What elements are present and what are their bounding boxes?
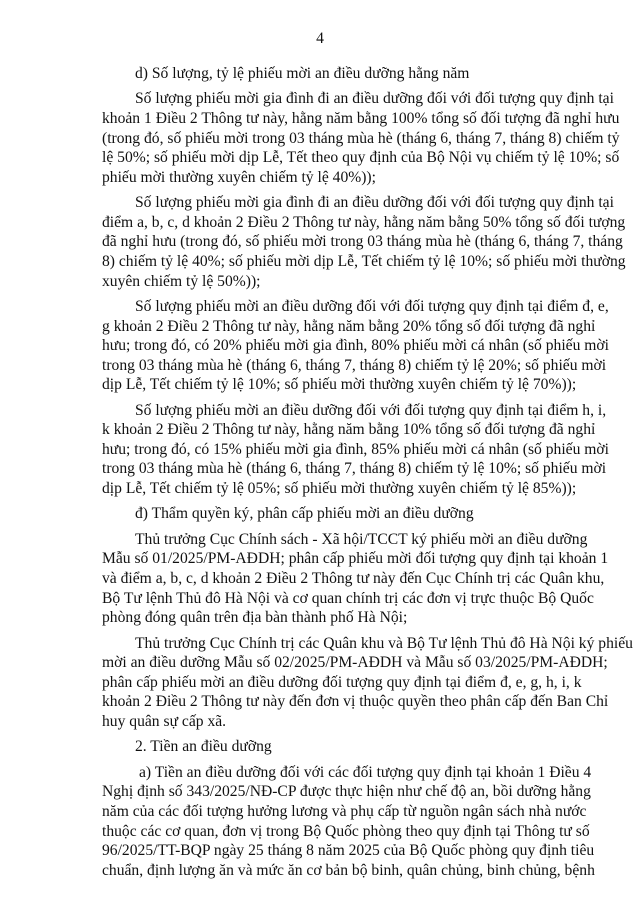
text-line: Số lượng phiếu mời an điều dưỡng đối với đối tượng quy định tại điểm h, i, — [135, 401, 607, 419]
text-line: Số lượng phiếu mời gia đình đi an điều dưỡng đối với đối tượng quy định tại — [135, 194, 614, 212]
text-line: Mẫu số 01/2025/PM-AĐDH; phân cấp phiếu mời đối tượng quy định tại khoản 1 — [102, 550, 609, 568]
text-line: k khoản 2 Điều 2 Thông tư này, hằng năm bằng 10% tổng số đối tượng đã nghỉ — [102, 421, 596, 439]
text-line: lệ 50%; số phiếu mời dịp Lễ, Tết theo quy định của Bộ Nội vụ chiếm tỷ lệ 10%; số — [102, 149, 620, 167]
text-line: g khoản 2 Điều 2 Thông tư này, hằng năm bằng 20% tổng số đối tượng đã nghỉ — [102, 317, 596, 335]
text-line: đã nghỉ hưu (trong đó, số phiếu mời trong 03 tháng mùa hè (tháng 6, tháng 7, tháng — [102, 233, 623, 251]
text-line: dịp Lễ, Tết chiếm tỷ lệ 10%; số phiếu mời thường xuyên chiếm tỷ lệ 70%)); — [102, 376, 577, 394]
text-line: thuộc các cơ quan, đơn vị trong Bộ Quốc phòng theo quy định tại Thông tư số — [102, 822, 590, 840]
text-line: trong 03 tháng mùa hè (tháng 6, tháng 7, tháng 8) chiếm tỷ lệ 10%; số phiếu mời — [102, 460, 607, 478]
text-line: 8) chiếm tỷ lệ 40%; số phiếu mời dịp Lễ, Tết chiếm tỷ lệ 10%; số phiếu mời thường — [102, 252, 626, 270]
text-line: chuẩn, định lượng ăn và mức ăn cơ bản bộ binh, quân chủng, binh chủng, bệnh — [102, 861, 595, 879]
text-line: đ) Thẩm quyền ký, phân cấp phiếu mời an điều dưỡng — [135, 505, 474, 523]
text-line: (trong đó, số phiếu mời trong 03 tháng mùa hè (tháng 6, tháng 7, tháng 8) chiếm tỷ — [102, 129, 620, 147]
text-line: khoản 1 Điều 2 Thông tư này, hằng năm bằng 100% tổng số đối tượng đã nghỉ hưu — [102, 109, 620, 127]
text-line: mời an điều dưỡng Mẫu số 02/2025/PM-AĐDH và Mẫu số 03/2025/PM-AĐDH; — [102, 654, 608, 672]
text-line: khoản 2 Điều 2 Thông tư này đến đơn vị thuộc quyền theo phân cấp đến Ban Chỉ — [102, 693, 609, 711]
text-line: Thủ trưởng Cục Chính sách - Xã hội/TCCT ký phiếu mời an điều dưỡng — [135, 530, 588, 548]
text-line: phiếu mời thường xuyên chiếm tỷ lệ 40%)); — [102, 168, 376, 186]
text-line: phòng đóng quân trên địa bàn thành phố Hà Nội; — [102, 609, 408, 627]
text-line: Số lượng phiếu mời gia đình đi an điều dưỡng đối với đối tượng quy định tại — [135, 90, 614, 108]
text-line: năm của các đối tượng hưởng lương và phụ cấp từ nguồn ngân sách nhà nước — [102, 802, 587, 820]
text-line: phân cấp phiếu mời an điều dưỡng đối tượng quy định tại điểm đ, e, g, h, i, k — [102, 673, 582, 691]
text-line: điểm a, b, c, d khoản 2 Điều 2 Thông tư này, hằng năm bằng 50% tổng số đối tượng — [102, 213, 626, 231]
text-line: hưu; trong đó, có 15% phiếu mời gia đình, 85% phiếu mời cá nhân (số phiếu mời — [102, 440, 609, 458]
text-line: 2. Tiền an điều dưỡng — [135, 738, 272, 756]
text-line: a) Tiền an điều dưỡng đối với các đối tượng quy định tại khoản 1 Điều 4 — [139, 763, 592, 781]
text-line: và điểm a, b, c, d khoản 2 Điều 2 Thông tư này đến Cục Chính trị các Quân khu, — [102, 570, 605, 588]
text-line: d) Số lượng, tỷ lệ phiếu mời an điều dưỡng hằng năm — [135, 65, 470, 82]
text-line: Thủ trưởng Cục Chính trị các Quân khu và Bộ Tư lệnh Thủ đô Hà Nội ký phiếu — [135, 634, 633, 652]
text-line: 96/2025/TT-BQP ngày 25 tháng 8 năm 2025 của Bộ Quốc phòng quy định tiêu — [102, 842, 595, 860]
text-line: xuyên chiếm tỷ lệ 50%)); — [102, 272, 261, 290]
text-line: dịp Lễ, Tết chiếm tỷ lệ 05%; số phiếu mời thường xuyên chiếm tỷ lệ 85%)); — [102, 480, 577, 498]
text-line: trong 03 tháng mùa hè (tháng 6, tháng 7, tháng 8) chiếm tỷ lệ 20%; số phiếu mời — [102, 356, 607, 374]
text-line: huy quân sự cấp xã. — [102, 712, 227, 730]
text-line: Số lượng phiếu mời an điều dưỡng đối với đối tượng quy định tại điểm đ, e, — [135, 297, 609, 315]
text-line: Nghị định số 343/2025/NĐ-CP được thực hiện như chế độ an, bồi dưỡng hằng — [102, 783, 591, 801]
text-line: Bộ Tư lệnh Thủ đô Hà Nội và cơ quan chính trị các đơn vị trực thuộc Bộ Quốc — [102, 589, 594, 607]
document-body — [102, 64, 633, 880]
text-line: hưu; trong đó, có 20% phiếu mời gia đình, 80% phiếu mời cá nhân (số phiếu mời — [102, 337, 609, 355]
page-number: 4 — [316, 30, 324, 47]
